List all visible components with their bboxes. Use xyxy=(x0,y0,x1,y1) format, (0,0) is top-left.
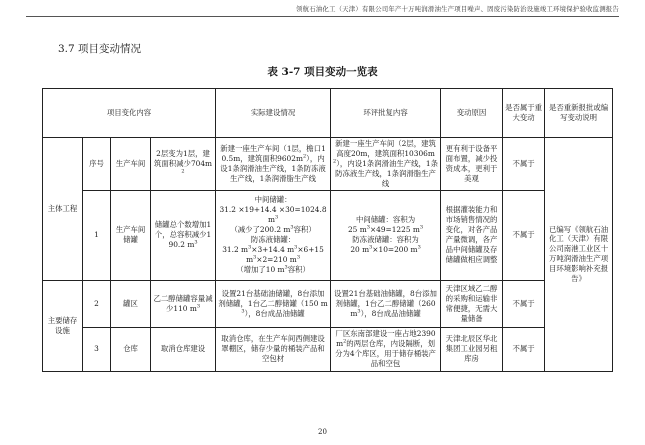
row-name: 生产车间 xyxy=(111,138,151,191)
row-approved: 新建一座生产车间（2层，建筑高度20m，建筑面积$10306m^2$），内设1条润滑油生产线，1条防冻液生产线，1条润滑脂生产线 xyxy=(331,138,441,191)
header-approved: 环评批复内容 xyxy=(331,89,441,138)
row-name: 罐区 xyxy=(111,280,151,327)
running-header: 领航石油化工（天津）有限公司年产十万吨润滑油生产项目噪声、固废污染防治设施竣工环境保护验收监测报告 xyxy=(296,5,619,13)
row-change: 储罐总个数增加1个，总容积减少190.2 $m^3$ xyxy=(151,190,216,280)
section-title: 3.7 项目变动情况 xyxy=(58,43,142,55)
header-rule xyxy=(26,16,619,17)
row-major: 不属于 xyxy=(503,138,545,191)
row-major: 不属于 xyxy=(503,280,545,327)
row-seq: 1 xyxy=(83,190,111,280)
header-reason: 变动原因 xyxy=(441,89,503,138)
row-name: 仓库 xyxy=(111,327,151,371)
row-reason: 根据灌装能力和市场销售情况的变化，对各产品产量微调，各产品中间储罐及存储罐做相应调整 xyxy=(441,190,503,280)
header-item: 项目变化内容 xyxy=(43,89,216,138)
row-actual: 新建一座生产车间（1层，檐口10.5m，建筑面积$9602m^2$），内设1条润滑油生产线，1条防冻液生产线，1条润滑脂生产线 xyxy=(216,138,331,191)
row-change: 乙二醇储罐容量减少110 $m^3$ xyxy=(151,280,216,327)
category-main: 主体工程 xyxy=(43,138,83,281)
row-change: 2层变为1层，建筑面积减少$704m^2$ xyxy=(151,138,216,191)
row-major: 不属于 xyxy=(503,190,545,280)
header-redo: 是否重新报批或编写变动说明 xyxy=(545,89,613,138)
row-approved: 设置21台基础油储罐，8台添加剂储罐，1台乙二醇储罐（260 $m^3$），8台成品油储罐 xyxy=(331,280,441,327)
table-row xyxy=(43,327,613,371)
row-seq: 3 xyxy=(83,327,111,371)
row-actual: 中间储罐： 31.2 ×19+14.4 ×30=1024.8 $m^3$ （减少了200.2 $m^3$容积） 防冻液储罐： 31.2 $m^3\times 3+14.4$ $m^3\times 6+15$ $m^3\times 2=210$ $m^3$ （增加了10 $m^3$容积） xyxy=(216,190,331,280)
row-approved: 厂区东南部建设一座占地$2390m^2$的两层仓库，内设隔断，划分为4个库区，用于储存桶装产品和空包 xyxy=(331,327,441,371)
redo-cell: 已编写《领航石油化工（天津）有限公司南港工业区十万吨润滑油生产项目环境影响补充报告》 xyxy=(545,138,613,372)
row-actual: 取消仓库，在生产车间西侧建设罩棚区，储存少量的桶装产品和空包材 xyxy=(216,327,331,371)
table-row xyxy=(43,190,613,280)
table-header-row xyxy=(43,89,613,138)
table-row xyxy=(43,280,613,327)
row-name: 生产车间储罐 xyxy=(111,190,151,280)
row-seq: 序号 xyxy=(83,138,111,191)
row-seq: 2 xyxy=(83,280,111,327)
row-approved: 中间储罐：容积为 25 $m^3\times 49=1225$ $m^3$ 防冻液储罐：容积为 20 $m^3\times 10=200$ $m^3$ xyxy=(331,190,441,280)
table-row xyxy=(43,138,613,191)
table-title: 表 3-7 项目变动一览表 xyxy=(267,66,378,78)
row-change: 取消仓库建设 xyxy=(151,327,216,371)
project-change-table xyxy=(42,88,613,372)
row-reason: 天津区域乙二醇的采购和运输非常便捷，无需大量储备 xyxy=(441,280,503,327)
category-storage: 主要储存设施 xyxy=(43,280,83,371)
row-major: 不属于 xyxy=(503,327,545,371)
row-reason: 天津北辰区华北集团工业园另租库房 xyxy=(441,327,503,371)
row-actual: 设置21台基础油储罐，8台添加剂储罐，1台乙二醇储罐（150 $m^3$），8台成品油储罐 xyxy=(216,280,331,327)
row-reason: 更有利于设备平面布置，减少投资成本，更利于美观 xyxy=(441,138,503,191)
header-major: 是否属于重大变动 xyxy=(503,89,545,138)
header-actual: 实际建设情况 xyxy=(216,89,331,138)
page-number: 20 xyxy=(318,428,327,436)
